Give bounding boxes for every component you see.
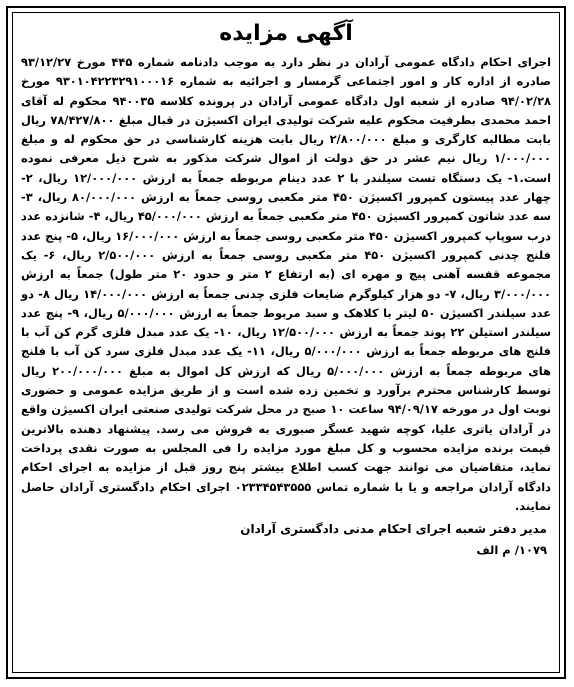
notice-outer-border (6, 6, 566, 679)
notice-reference-code: ۱۰۷۹/ م الف (476, 543, 547, 558)
notice-box (12, 12, 560, 673)
notice-body: اجرای احکام دادگاه عمومی آرادان در نظر دارد به موجب دادنامه شماره ۴۴۵ مورخ ۹۳/۱۲/۲۷ صادره از اداره کار و امور اجتماعی گرمسار و اجرائیه به شماره ۹۳۰۱۰۴۲۲۳۲۹۱۰۰۰۱۶ مورخ ۹۴/۰۲/۲۸ صادره از شعبه اول دادگاه عمومی آرادان در پرونده کلاسه ۹۴۰۰۳۵ محکوم له آقای احمد محمدی بطرفیت محکوم علیه شرکت تولیدی ایران اکسیژن در قبال مبلغ ۷۸/۴۲۷/۸۰۰ ریال بابت مطالبه کارگری و مبلغ ۲/۸۰۰/۰۰۰ ریال بابت هزینه کارشناسی در حق محکوم له و مبلغ ۱/۰۰۰/۰۰۰ ریال نیم عشر در حق دولت از اموال شرکت مذکور به شرح ذیل معرفی نموده است.۱- یک دستگاه تست سیلندر با ۲ عدد دینام مربوطه جمعاً به ارزش ۱۲/۰۰۰/۰۰۰ ریال، ۲- چهار عدد پیستون کمپرور اکسیژن ۴۵۰ متر مکعبی روسی جمعاً به ارزش ۸۰/۰۰۰/۰۰۰ ریال، ۳- سه عدد شاتون کمپرور اکسیژن ۴۵۰ متر مکعبی جمعاً به ارزش ۴۵/۰۰۰/۰۰۰ ریال، ۴- شانزده عدد درب سوپاپ کمپرور اکسیژن ۴۵۰ متر مکعبی روسی جمعاً به ارزش ۱۶/۰۰۰/۰۰۰ ریال، ۵- پنج عدد فلنج چدنی کمپرور اکسیژن ۴۵۰ متر مکعبی روسی جمعاً به ارزش ۲/۵۰۰/۰۰۰ ریال، ۶- یک مجموعه قفسه آهنی پیچ و مهره ای (به ارتفاع ۲ متر و حدود ۲۰ متر طول) جمعاً به ارزش ۳/۰۰۰/۰۰۰ ریال، ۷- دو هزار کیلوگرم ضایعات فلزی چدنی جمعاً به ارزش ۱۴/۰۰۰/۰۰۰ ریال ۸- دو عدد سیلندر اکسیژن ۵۰ لیتر با کلاهک و سبد مربوط جمعاً به ارزش ۵/۰۰۰/۰۰۰ ریال، ۹- پنج عدد سیلندر استیلن ۲۲ پوند جمعاً به ارزش ۱۲/۵۰۰/۰۰۰ ریال، ۱۰- یک عدد مبدل فلزی گرم کن آب با فلنج های مربوطه جمعاً به ارزش ۵/۰۰۰/۰۰۰ ریال، ۱۱- یک عدد مبدل فلزی سرد کن آب با فلنج های مربوطه جمعاً به ارزش ۵/۰۰۰/۰۰۰ ریال که ارزش کل اموال به مبلغ ۲۰۰/۰۰۰/۰۰۰ ریال توسط کارشناس محترم برآورد و تخمین زده شده است و از طریق مزایده عمومی و حضوری نوبت اول در مورخه ۹۴/۰۹/۱۷ ساعت ۱۰ صبح در محل شرکت تولیدی صنعتی ایران اکسیژن واقع در آرادان یاتری علیا، کوچه شهید عسگر صبوری به فروش می رسد. پیشنهاد دهنده بالاترین قیمت برنده مزایده محسوب و کل مبلغ مورد مزایده را فی المجلس به صورت نقدی پرداخت نماید، متقاضیان می توانند جهت کسب اطلاع بیشتر پنج روز قبل از مزایده به اجرای احکام دادگاه آرادان مراجعه و یا با شماره تماس ۰۲۳۳۴۵۴۳۵۵۵ اجرای احکام دادگستری آرادان حاصل نمایند. (21, 55, 551, 513)
notice-signature: مدیر دفتر شعبه اجرای احکام مدنی دادگستری آرادان (240, 522, 547, 537)
notice-title: آگهی مزایده (219, 21, 353, 46)
